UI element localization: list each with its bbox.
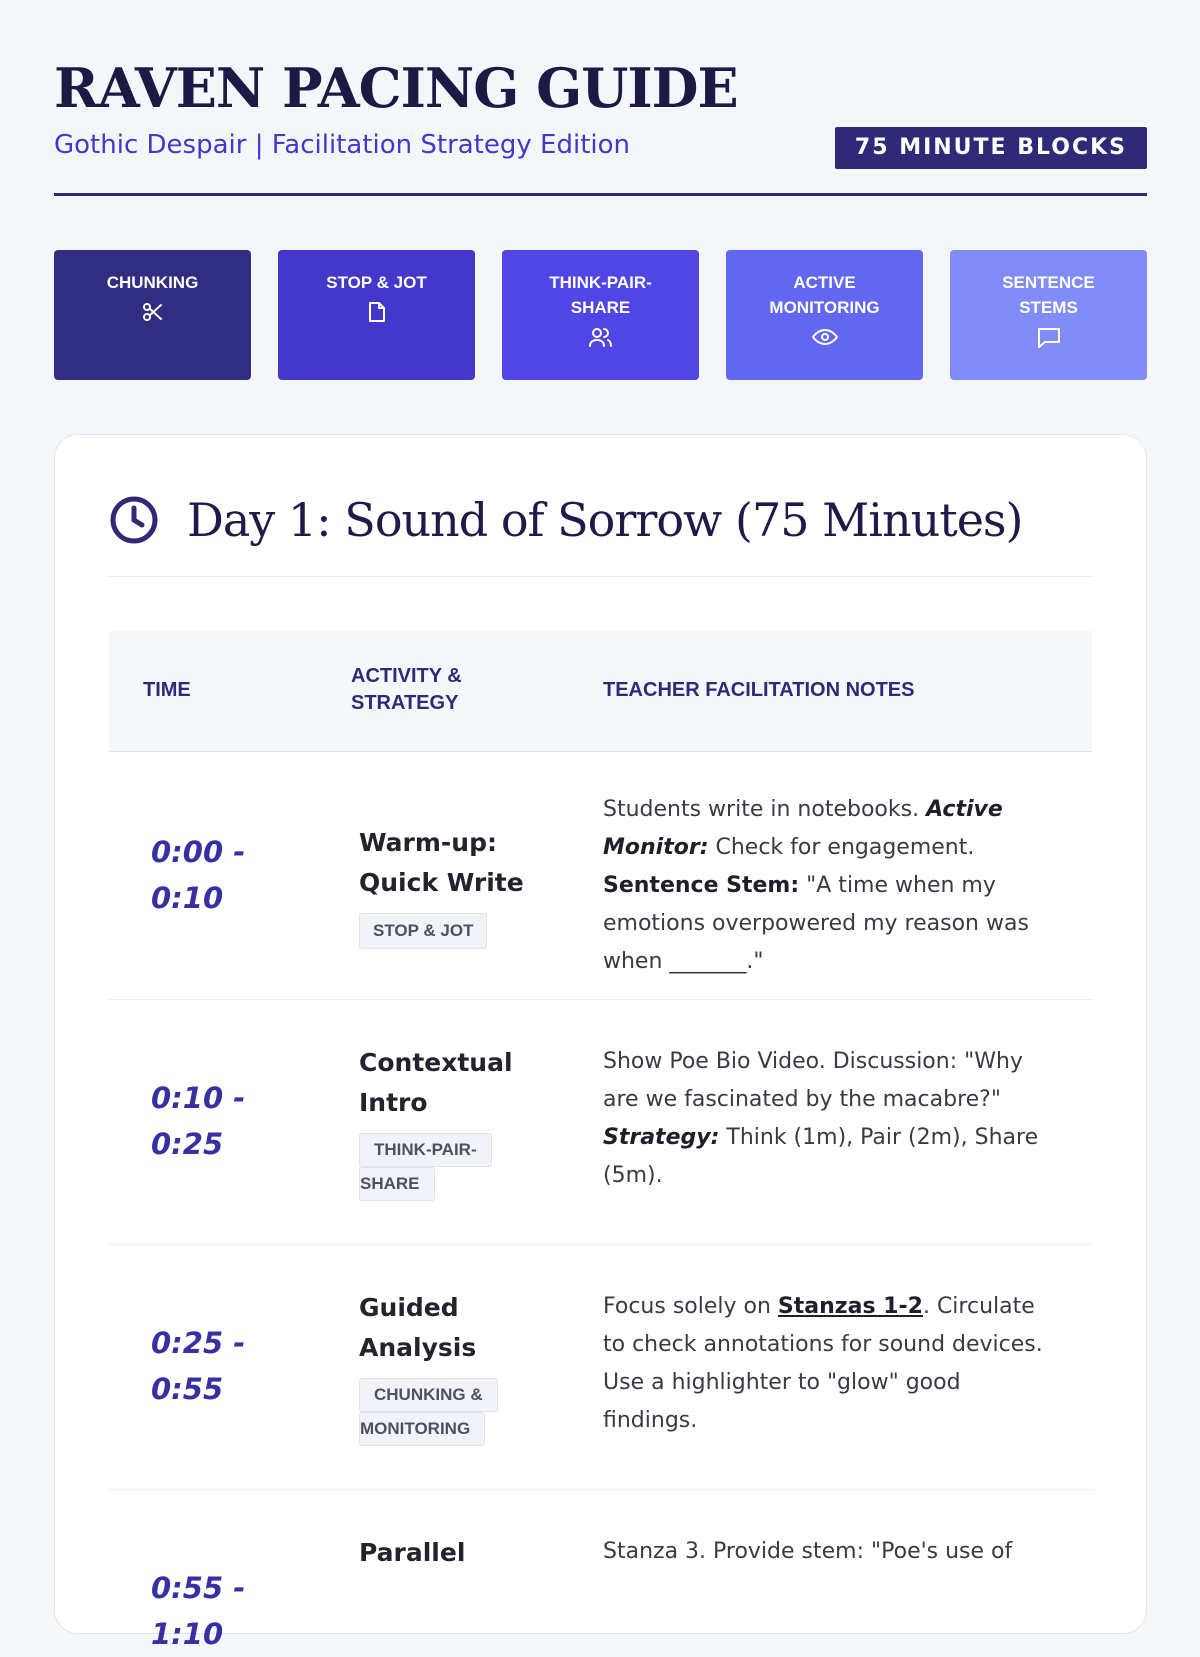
notes-link: Stanzas 1-2 <box>777 1294 923 1319</box>
notes-text: . Circulate to check annotations for sound devices. Use a highlighter to "glow" good findings. <box>603 1294 1043 1433</box>
strategy-sentence-stems[interactable] <box>950 250 1147 380</box>
strategy-label: SENTENCE STEMS <box>1002 273 1095 317</box>
row-notes <box>603 1043 1043 1195</box>
row-time: 0:55 - 1:10 <box>151 1571 246 1651</box>
strategy-tag-line: THINK-PAIR- <box>359 1133 492 1167</box>
row-activity <box>359 823 529 949</box>
strategy-label: STOP & JOT <box>326 273 427 292</box>
strategy-tag: STOP & JOT <box>359 913 487 949</box>
notes-emphasis: Active Monitor: <box>603 797 1003 860</box>
scissors-icon <box>141 300 165 324</box>
column-header-time: TIME <box>143 679 191 701</box>
strategy-stop-and-jot[interactable] <box>278 250 475 380</box>
row-activity <box>359 1533 529 1573</box>
strategy-legend <box>54 250 1147 380</box>
strategy-chunking[interactable] <box>54 250 251 380</box>
document-icon <box>365 300 389 324</box>
row-activity <box>359 1043 529 1201</box>
notes-bold: Sentence Stem: <box>603 873 800 898</box>
strategy-tag-line: SHARE <box>359 1167 435 1201</box>
eye-icon <box>812 325 838 349</box>
duration-badge: 75 MINUTE BLOCKS <box>835 127 1147 169</box>
table-row <box>109 999 1092 1245</box>
notes-text: Stanza 3. Provide stem: "Poe's use of <box>603 1539 1013 1564</box>
strategy-tag <box>359 1378 498 1446</box>
table-header <box>109 631 1092 752</box>
strategy-active-monitoring[interactable] <box>726 250 923 380</box>
strategy-label: ACTIVE MONITORING <box>769 273 880 317</box>
day-title: Day 1: Sound of Sorrow (75 Minutes) <box>187 493 1023 547</box>
notes-emphasis: Strategy: <box>603 1125 720 1150</box>
strategy-tag-line: MONITORING <box>359 1412 485 1446</box>
notes-text: Show Poe Bio Video. Discussion: "Why are we fascinated by the macabre?" <box>603 1049 1023 1112</box>
strategy-think-pair-share[interactable] <box>502 250 699 380</box>
table-row <box>109 1244 1092 1490</box>
row-time: 0:10 - 0:25 <box>151 1081 246 1161</box>
activity-title: Guided Analysis <box>359 1293 477 1362</box>
notes-text: Check for engagement. <box>708 835 975 860</box>
column-header-activity: ACTIVITY & STRATEGY <box>351 665 462 714</box>
column-header-notes: TEACHER FACILITATION NOTES <box>603 679 915 701</box>
day-card <box>54 434 1147 1651</box>
header-divider <box>54 193 1147 196</box>
activity-title: Parallel <box>359 1538 466 1567</box>
strategy-tag <box>359 1133 492 1201</box>
row-notes <box>603 1533 1043 1571</box>
row-activity <box>359 1288 529 1446</box>
table-row <box>109 1489 1092 1651</box>
speech-bubble-icon <box>1036 325 1062 349</box>
notes-text: "A time when my emotions overpowered my reason was when _______." <box>603 873 1029 974</box>
row-time: 0:25 - 0:55 <box>151 1326 246 1406</box>
activity-title: Contextual Intro <box>359 1048 513 1117</box>
notes-text: Students write in notebooks. <box>603 797 927 822</box>
row-time: 0:00 - 0:10 <box>151 835 246 915</box>
page-title: RAVEN PACING GUIDE <box>54 56 738 120</box>
day-header <box>109 493 1022 547</box>
activity-title: Warm-up: Quick Write <box>359 828 524 897</box>
strategy-label: THINK-PAIR-SHARE <box>549 273 652 317</box>
notes-text: Focus solely on <box>603 1294 778 1319</box>
row-notes <box>603 791 1043 981</box>
strategy-tag-line: CHUNKING & <box>359 1378 498 1412</box>
page-subtitle: Gothic Despair | Facilitation Strategy Edition <box>54 130 630 160</box>
row-notes <box>603 1288 1043 1440</box>
table-row <box>109 753 1092 1000</box>
users-icon <box>588 325 614 349</box>
strategy-label: CHUNKING <box>106 273 199 292</box>
clock-icon <box>109 495 159 545</box>
notes-text: Think (1m), Pair (2m), Share (5m). <box>603 1125 1039 1188</box>
day-divider <box>109 576 1092 577</box>
